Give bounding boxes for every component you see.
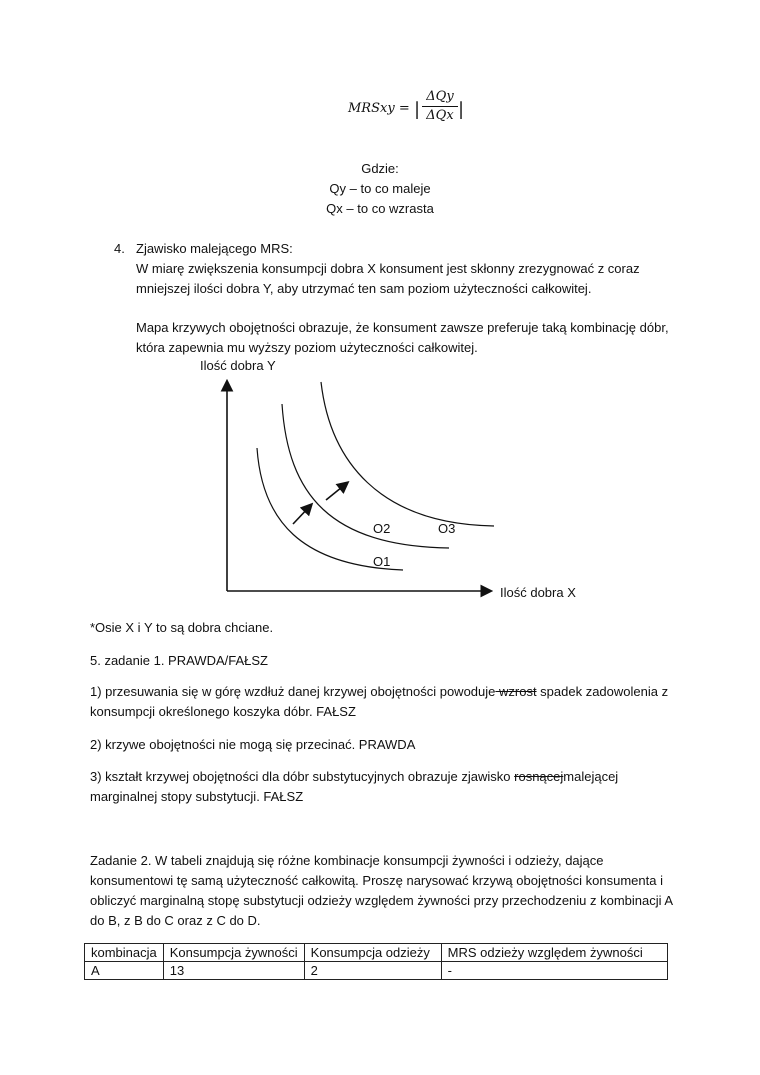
header-cell-combination: kombinacja <box>85 944 164 962</box>
curve-o2 <box>282 404 449 548</box>
curve-label-o3: O3 <box>438 521 456 536</box>
task2-line2: konsumentowi tę samą użyteczność całkowitą. Proszę narysować krzywą obojętności konsumenta i <box>90 873 663 888</box>
task1-statement-3-cont: marginalnej stopy substytucji. FAŁSZ <box>90 789 304 804</box>
point4-line2: mniejszej ilości dobra Y, aby utrzymać ten sam poziom użyteczności całkowitej. <box>136 281 592 296</box>
task2-line4: do B, z B do C oraz z C do D. <box>90 913 261 928</box>
point4-line4: która zapewnia mu wyższy poziom użyteczności całkowitej. <box>136 340 478 355</box>
task1-statement-3 <box>90 767 618 787</box>
formula-numerator: ΔQy <box>426 89 454 104</box>
statement-3-text-a: 3) kształt krzywej obojętności dla dóbr substytucyjnych obrazuje zjawisko <box>90 769 515 784</box>
statement-1-text-b: spadek zadowolenia z <box>536 684 669 699</box>
formula-lhs: MRSxy = <box>348 101 410 116</box>
task1-statement-1 <box>90 682 668 702</box>
task1-statement-1-cont: konsumpcji określonego koszyka dóbr. FAŁSZ <box>90 704 356 719</box>
axes-note: *Osie X i Y to są dobra chciane. <box>90 620 274 635</box>
table-cell: - <box>441 962 667 980</box>
curve-o3 <box>321 382 494 526</box>
point4-number: 4. <box>114 241 125 256</box>
shift-arrow-2 <box>326 483 347 500</box>
statement-1-text-a: 1) przesuwania się w górę wzdłuż danej krzywej obojętności powoduje <box>90 684 496 699</box>
curve-label-o2: O2 <box>373 521 391 536</box>
header-cell-mrs: MRS odzieży względem żywności <box>441 944 667 962</box>
table-cell: A <box>85 962 164 980</box>
task2-line1: Zadanie 2. W tabeli znajdują się różne kombinacje konsumpcji żywności i odzieży, dające <box>90 853 604 868</box>
task1-heading: 5. zadanie 1. PRAWDA/FAŁSZ <box>90 653 268 668</box>
header-cell-clothing: Konsumpcja odzieży <box>304 944 441 962</box>
header-cell-food: Konsumpcja żywności <box>163 944 304 962</box>
formula-denominator: ΔQx <box>422 106 458 125</box>
where-heading: Gdzie: <box>361 161 399 176</box>
statement-3-text-b: malejącej <box>563 769 619 784</box>
task1-statement-2: 2) krzywe obojętności nie mogą się przecinać. PRAWDA <box>90 737 416 752</box>
combinations-table <box>84 943 668 980</box>
where-qy: Qy – to co maleje <box>329 181 431 196</box>
point4-title: Zjawisko malejącego MRS: <box>136 241 293 256</box>
point4-line3: Mapa krzywych obojętności obrazuje, że konsument zawsze preferuje taką kombinację dóbr, <box>136 320 669 335</box>
statement-3-struck: rosnącej <box>514 769 564 784</box>
point4-line1: W miarę zwiększenia konsumpcji dobra X konsument jest skłonny zrezygnować z coraz <box>136 261 640 276</box>
where-qx: Qx – to co wzrasta <box>326 201 434 216</box>
table-cell: 13 <box>163 962 304 980</box>
table-cell: 2 <box>304 962 441 980</box>
table-header-row <box>85 944 668 962</box>
statement-1-struck: wzrost <box>495 684 537 699</box>
curve-o1 <box>257 448 403 570</box>
shift-arrow-1 <box>293 505 311 524</box>
x-axis-label: Ilość dobra X <box>500 585 576 600</box>
abs-bar-left: | <box>414 99 421 120</box>
task2-line3: obliczyć marginalną stopę substytucji odzieży względem żywności przy przechodzeniu z kombinacji A <box>90 893 674 908</box>
abs-bar-right: | <box>458 99 465 120</box>
y-axis-label: Ilość dobra Y <box>200 358 276 373</box>
table-row <box>85 962 668 980</box>
curve-label-o1: O1 <box>373 554 391 569</box>
